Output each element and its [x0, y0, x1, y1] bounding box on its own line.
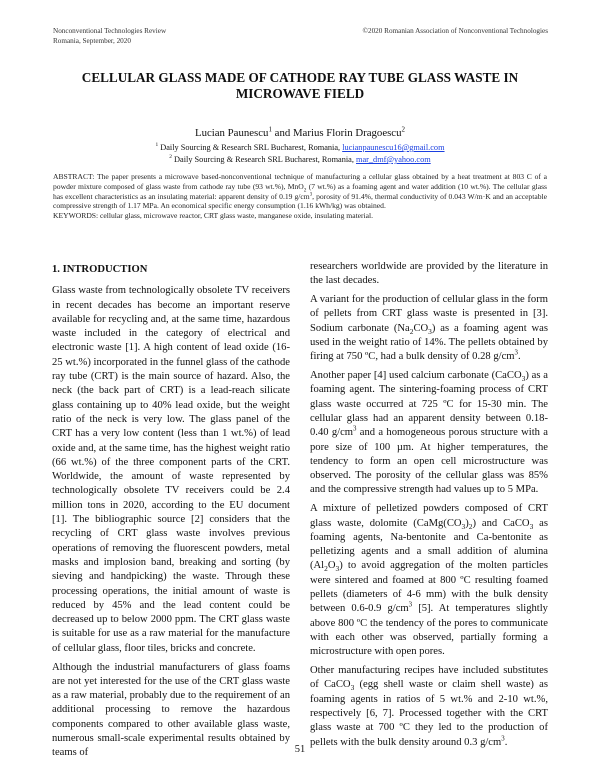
left-column: [52, 263, 290, 765]
author-1: Lucian Paunescu: [194, 127, 269, 139]
paragraph: researchers worldwide are provided by the literature in the last decades.: [310, 261, 548, 287]
t: ) as a foaming agent. The sintering-foaming process of CRT glass waste occurred at 725 ºC for 15-30 min. The cellular glass had an apparent density between 0.18-0.40 g/cm: [310, 370, 548, 439]
t: CO: [413, 322, 429, 334]
right-column: [310, 260, 548, 754]
t: ABSTRACT: The paper presents a microwave based-nonconventional technique of manufacturing a cellular glass obtained by a heat treatment at 803 C of a powder mixture composed of glass waste from cathode ray tube (93 wt.%), MnO: [53, 172, 547, 191]
abstract: [53, 172, 547, 221]
affiliation-1: [0, 143, 600, 152]
t: , porosity of 91.4%, thermal conductivity of 0.043 W/m·K and an acceptable compressive strength of 1.17 MPa. An economical specific energy consumption (1.16 kWh/kg) was obtained.: [53, 191, 547, 211]
paragraph: Glass waste from technologically obsolete TV receivers in recent decades has become an important reserve available for recycling and, at the same time, hazardous waste included in the category of electrical and electronic waste [1]. A high content of lead oxide (16-25 wt.%) incorporated in the funnel glass of the cathode ray tube (CRT) is the main source of hazard. Also, the neck (the back part of CRT) is a lead-reach silicate glass containing up to 40% lead oxide, but the weight ratio of the neck is very low. The glass panel of the CRT has a very low content (less than 1 wt.%) of lead oxide and, at the same time, has the highest weight ratio (66 wt.%) of the three component parts of the CRT. Worldwide, the amount of waste represented by technologically obsolete TV receivers could be 2.4 million tons in 2020, according to the EU document [1]. The bibliographic source [2] considers that the recycling of CRT glass waste involves previous operations of removing the fluorescent powders, metal masks and implosion band, breaking and sorting (by sieving and handpicking) the waste. Through these processing operations, the initial amount of waste is reduced by 45% and the lead content could be decreased up to below 2000 ppm. The CRT glass waste is suitable for use as a raw material for the manufacture of cellular glass, floor tiles, bricks and concrete.: [52, 285, 290, 654]
sub: 3: [521, 374, 526, 384]
page-number: 51: [294, 744, 306, 755]
sup: 3: [408, 601, 413, 609]
email-link[interactable]: lucianpaunescu16@gmail.com: [342, 143, 445, 152]
paper-title: CELLULAR GLASS MADE OF CATHODE RAY TUBE GLASS WASTE IN MICROWAVE FIELD: [81, 70, 519, 101]
aff-text: Daily Sourcing & Research SRL Bucharest, Romania,: [171, 155, 356, 164]
journal-header: [53, 27, 166, 46]
sup: 2: [169, 154, 172, 161]
t: as foaming agents, Na-bentonite and Ca-bentonite as pelletizing agents and a small addition of alumina (Al: [310, 517, 548, 572]
copyright-header: ©2020 Romanian Association of Nonconventional Technologies: [362, 27, 548, 35]
t: A variant for the production of cellular glass in the form of pellets from CRT glass waste is presented in [3]. Sodium carbonate (Na: [310, 294, 548, 334]
t: (egg shell waste or claim shell waste) as foaming agents in ratios of 5 wt.% and 2-10 wt.%, respectively [6, 7]. Processed together with the CRT glass waste at 700 ºC they led to the production of pellets with the bulk density around 0.3 g/cm: [310, 679, 548, 748]
paragraph: [310, 293, 548, 364]
sup: 1: [268, 125, 272, 134]
sub: 2: [303, 187, 307, 194]
t: [5]. At temperatures slightly above 800 ºC the tendency of the pores to communicate with each other was observed, partially forming a microstructure with open pores.: [310, 603, 548, 658]
sub: 2: [324, 564, 328, 574]
t: A mixture of pelletized powders composed of CRT glass waste, dolomite (CaMg(CO: [310, 503, 548, 529]
paragraph: [310, 502, 548, 659]
t: ) and CaCO: [472, 517, 530, 529]
keywords: KEYWORDS: cellular glass, microwave reactor, CRT glass waste, manganese oxide, insulating material.: [53, 211, 374, 221]
sup: 1: [155, 142, 159, 149]
t: Other manufacturing recipes have included substitutes of CaCO: [310, 665, 548, 691]
sub: 2: [409, 326, 414, 336]
aff-text: Daily Sourcing & Research SRL Bucharest, Romania,: [158, 143, 343, 152]
paragraph: Although the industrial manufacturers of glass foams are not yet interested for the use of the CRT glass waste as a raw material, probably due to the requirement of an additional processing to remove the hazardous components compared to other available glass waste, numerous small-scale experimental results obtained by teams of: [52, 661, 290, 759]
t: ) to avoid aggregation of the molten particles were sintered and foamed at 800 ºC resulting foamed pellets (diameters of 4-6 mm) with the bulk density between 0.6-0.9 g/cm: [310, 560, 548, 615]
t: (7 wt.%) as a foaming agent and water addition (10 wt.%). The cellular glass has excellent characteristics as an insulating material: apparent density of 0.19 g/cm: [53, 181, 548, 201]
t: and a homogeneous porous structure with a pore size of 100 µm. At higher temperatures, the tendency to form an open cell microstructure was observed. The porosity of the cellular glass was 85% and the compressive strength had values up to 5 MPa.: [310, 427, 548, 496]
t: O: [327, 560, 336, 572]
sub: 3: [428, 326, 432, 336]
sub: 3: [461, 521, 466, 531]
sup: 3: [309, 192, 313, 198]
t: .: [504, 736, 508, 748]
t: ) as a foaming agent was used in the weight ratio of 14%. The pellets obtained by firing at 750 ºC, had a bulk density of 0.28 g/cm: [310, 322, 548, 363]
sup: 2: [401, 125, 406, 134]
sup: 3: [501, 734, 505, 742]
t: ): [465, 517, 469, 529]
sub: 3: [350, 683, 355, 693]
journal-name: Nonconventional Technologies Review: [53, 27, 167, 35]
paragraph: [310, 664, 548, 750]
journal-date: Romania, September, 2020: [53, 36, 131, 45]
and: and: [271, 127, 293, 139]
sup: 3: [353, 425, 357, 433]
sub: 3: [529, 521, 534, 531]
authors: [0, 127, 600, 139]
affiliation-2: [0, 155, 600, 164]
email-link[interactable]: mar_dmf@yahoo.com: [356, 155, 431, 164]
sup: 3: [514, 349, 518, 357]
sub: 2: [468, 521, 473, 531]
author-2: Marius Florin Dragoescu: [292, 127, 402, 139]
sub: 3: [335, 564, 340, 574]
paragraph: [310, 369, 548, 498]
t: .: [517, 351, 521, 363]
t: Another paper [4] used calcium carbonate (CaCO: [310, 370, 522, 382]
section-heading: 1. INTRODUCTION: [52, 264, 148, 275]
